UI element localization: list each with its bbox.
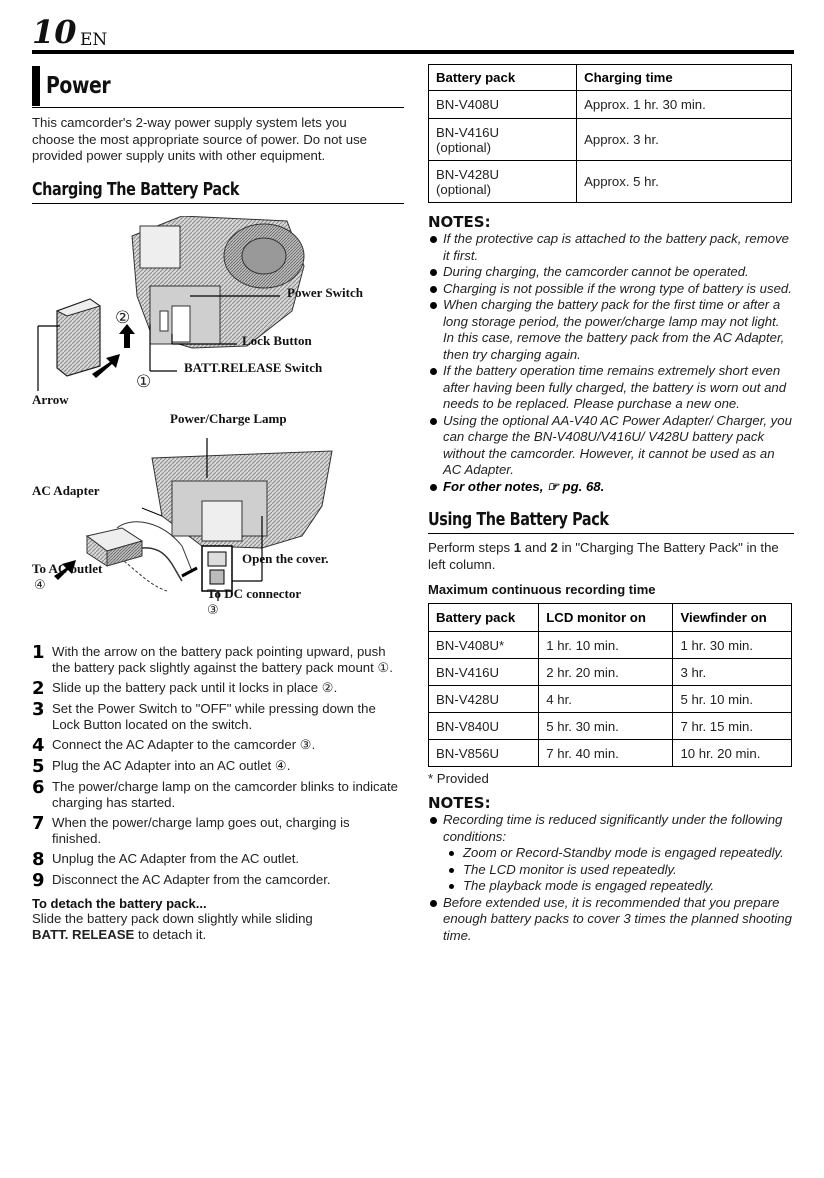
table-cell: 5 hr. 10 min.: [673, 686, 792, 713]
power-intro: This camcorder's 2-way power supply system lets you choose the most appropriate source of power. Do not use provided power supply units with other equipment.: [32, 115, 368, 163]
power-heading: Power: [46, 72, 111, 99]
recording-time-table: [428, 603, 792, 767]
step-item: [32, 776, 404, 812]
cell-pack: [429, 91, 577, 119]
marker-3: ③: [207, 602, 219, 618]
table-header-row: [429, 604, 792, 632]
table-cell: 3 hr.: [673, 659, 792, 686]
charging-section-title: [32, 179, 404, 204]
table-cell: 4 hr.: [539, 686, 673, 713]
note-item: Before extended use, it is recommended that you prepare enough battery packs to cover 3 times the planned shooting time.: [428, 895, 794, 945]
cell-time: Approx. 5 hr.: [577, 161, 792, 203]
table-footnote: * Provided: [428, 771, 489, 786]
camcorder-rear: [152, 451, 332, 548]
camcorder-top: [132, 216, 304, 348]
table-cell: BN-V416U: [429, 659, 539, 686]
note-item: [428, 812, 794, 895]
table-cell: BN-V856U: [429, 740, 539, 767]
step-number: 3: [32, 698, 45, 720]
step-number: 9: [32, 869, 45, 891]
detach-heading: To detach the battery pack...: [32, 895, 207, 911]
page-header: [32, 10, 794, 54]
sub-notes-list: [443, 845, 794, 895]
notes-list-2: [428, 812, 794, 944]
pack-optional: (optional): [436, 181, 491, 197]
label-power-switch: Power Switch: [287, 284, 363, 300]
step-text: When the power/charge lamp goes out, charging is finished.: [52, 814, 350, 846]
step-item: [32, 755, 404, 777]
using-section-title: [428, 509, 794, 534]
step-text: Disconnect the AC Adapter from the camcorder.: [52, 871, 331, 887]
notes-list: [428, 231, 794, 495]
intro-step-ref: 2: [550, 540, 558, 555]
battery-pack: [57, 299, 100, 376]
marker-4: ④: [34, 577, 46, 593]
charging-diagram: [32, 216, 404, 636]
step-text: Unplug the AC Adapter from the AC outlet.: [52, 850, 300, 866]
charging-steps: [32, 641, 404, 891]
note-item: During charging, the camcorder cannot be operated.: [428, 264, 794, 281]
pack-name: BN-V428U: [436, 166, 500, 182]
table-cell: BN-V428U: [429, 686, 539, 713]
max-recording-heading: Maximum continuous recording time: [428, 582, 656, 597]
table-row: [429, 161, 792, 203]
using-intro: [428, 540, 794, 573]
note-item: When charging the battery pack for the first time or after a long storage period, the power/charge lamp may not light. In this case, remove the battery pack from the AC Adapter, then try charging again.: [428, 297, 794, 363]
table-cell: 5 hr. 30 min.: [539, 713, 673, 740]
page-number: 10: [32, 13, 77, 51]
note-item-reference: For other notes, ☞ pg. 68.: [428, 479, 794, 496]
step-number: 7: [32, 812, 45, 834]
step-text: Set the Power Switch to "OFF" while pressing down the Lock Button located on the switch.: [52, 700, 376, 732]
table-row: [429, 119, 792, 161]
table-cell: 7 hr. 40 min.: [539, 740, 673, 767]
step-number: 8: [32, 848, 45, 870]
intro-step-ref: 1: [513, 540, 522, 555]
label-open-cover: Open the cover.: [242, 550, 329, 566]
cell-pack: [429, 119, 577, 161]
table-cell: 1 hr. 30 min.: [673, 632, 792, 659]
cell-time: Approx. 3 hr.: [577, 119, 792, 161]
cell-pack: [429, 161, 577, 203]
step-number: 6: [32, 776, 45, 798]
detach-text-part: Slide the battery pack down slightly while sliding: [32, 910, 313, 926]
step-item: [32, 812, 404, 848]
pack-optional: (optional): [436, 139, 491, 155]
step-text: Connect the AC Adapter to the camcorder ③.: [52, 736, 316, 752]
intro-part: Perform steps: [428, 540, 514, 555]
title-bar-marker: [32, 66, 40, 106]
step-text: Plug the AC Adapter into an AC outlet ④.: [52, 757, 291, 773]
pack-name: BN-V416U: [436, 124, 500, 140]
step-number: 4: [32, 734, 45, 756]
intro-part: in "Charging The Battery Pack" in the left column.: [428, 540, 779, 572]
note-item: Using the optional AA-V40 AC Power Adapter/ Charger, you can charge the BN-V408U/V416U/ V428U battery pack without the camcorder. However, it cannot be used as an AC Adapter.: [428, 413, 794, 479]
header-viewfinder: Viewfinder on: [673, 604, 792, 632]
note-text: Recording time is reduced significantly under the following conditions:: [443, 812, 783, 844]
sub-note-item: The playback mode is engaged repeatedly.: [443, 878, 794, 895]
step-number: 2: [32, 677, 45, 699]
step-item: [32, 698, 404, 734]
charging-time-table: [428, 64, 792, 203]
cell-time: Approx. 1 hr. 30 min.: [577, 91, 792, 119]
intro-part: and: [521, 540, 551, 555]
label-batt-release: BATT.RELEASE Switch: [184, 359, 323, 375]
step-text: Slide up the battery pack until it locks in place ②.: [52, 679, 338, 695]
detach-text-bold: BATT. RELEASE: [32, 927, 135, 942]
header-battery-pack: Battery pack: [429, 604, 539, 632]
note-item: If the protective cap is attached to the battery pack, remove it first.: [428, 231, 794, 264]
label-lock-button: Lock Button: [242, 332, 312, 348]
table-row: [429, 91, 792, 119]
table-cell: 1 hr. 10 min.: [539, 632, 673, 659]
right-column: [428, 64, 794, 944]
step-item: [32, 641, 404, 677]
step-number: 5: [32, 755, 45, 777]
header-lcd-monitor: LCD monitor on: [539, 604, 673, 632]
header-charging-time: Charging time: [577, 65, 792, 91]
table-cell: 7 hr. 15 min.: [673, 713, 792, 740]
table-row: [429, 659, 792, 686]
table-cell: 10 hr. 20 min.: [673, 740, 792, 767]
table-row: [429, 713, 792, 740]
pack-name: BN-V408U: [436, 97, 500, 112]
left-column: [32, 64, 404, 944]
sub-note-item: The LCD monitor is used repeatedly.: [443, 862, 794, 879]
table-row: [429, 740, 792, 767]
charging-heading: Charging The Battery Pack: [32, 178, 240, 200]
page-language: EN: [80, 30, 108, 50]
detach-text-part: to detach it.: [138, 927, 207, 942]
table-row: [429, 632, 792, 659]
label-power-charge-lamp: Power/Charge Lamp: [170, 410, 287, 426]
step-text: The power/charge lamp on the camcorder blinks to indicate charging has started.: [52, 778, 398, 810]
step-item: [32, 848, 404, 870]
marker-2: ②: [115, 307, 131, 328]
notes-heading-2: NOTES:: [428, 794, 491, 812]
sub-note-item: Zoom or Record-Standby mode is engaged repeatedly.: [443, 845, 794, 862]
table-cell: 2 hr. 20 min.: [539, 659, 673, 686]
label-ac-adapter: AC Adapter: [32, 482, 100, 498]
step-text: With the arrow on the battery pack pointing upward, push the battery pack slightly against the battery pack mount ①.: [52, 643, 393, 675]
using-heading: Using The Battery Pack: [428, 509, 609, 530]
label-arrow: Arrow: [32, 391, 69, 407]
dc-connector-inset: [202, 546, 232, 591]
table-cell: BN-V408U*: [429, 632, 539, 659]
step-item: [32, 869, 404, 891]
step-item: [32, 734, 404, 756]
label-to-ac-outlet: To AC outlet: [32, 560, 103, 576]
label-to-dc-connector: To DC connector: [207, 585, 302, 601]
table-cell: BN-V840U: [429, 713, 539, 740]
notes-heading: NOTES:: [428, 213, 491, 231]
step-item: [32, 677, 404, 699]
step-number: 1: [32, 641, 45, 663]
detach-text: [32, 911, 404, 944]
table-row: [429, 686, 792, 713]
marker-1: ①: [136, 371, 152, 392]
header-battery-pack: Battery pack: [429, 65, 577, 91]
table-header-row: [429, 65, 792, 91]
note-item: If the battery operation time remains extremely short even after having been fully charged, the battery is worn out and needs to be replaced. Please purchase a new one.: [428, 363, 794, 413]
power-section-title: [32, 64, 404, 108]
note-item: Charging is not possible if the wrong type of battery is used.: [428, 281, 794, 298]
